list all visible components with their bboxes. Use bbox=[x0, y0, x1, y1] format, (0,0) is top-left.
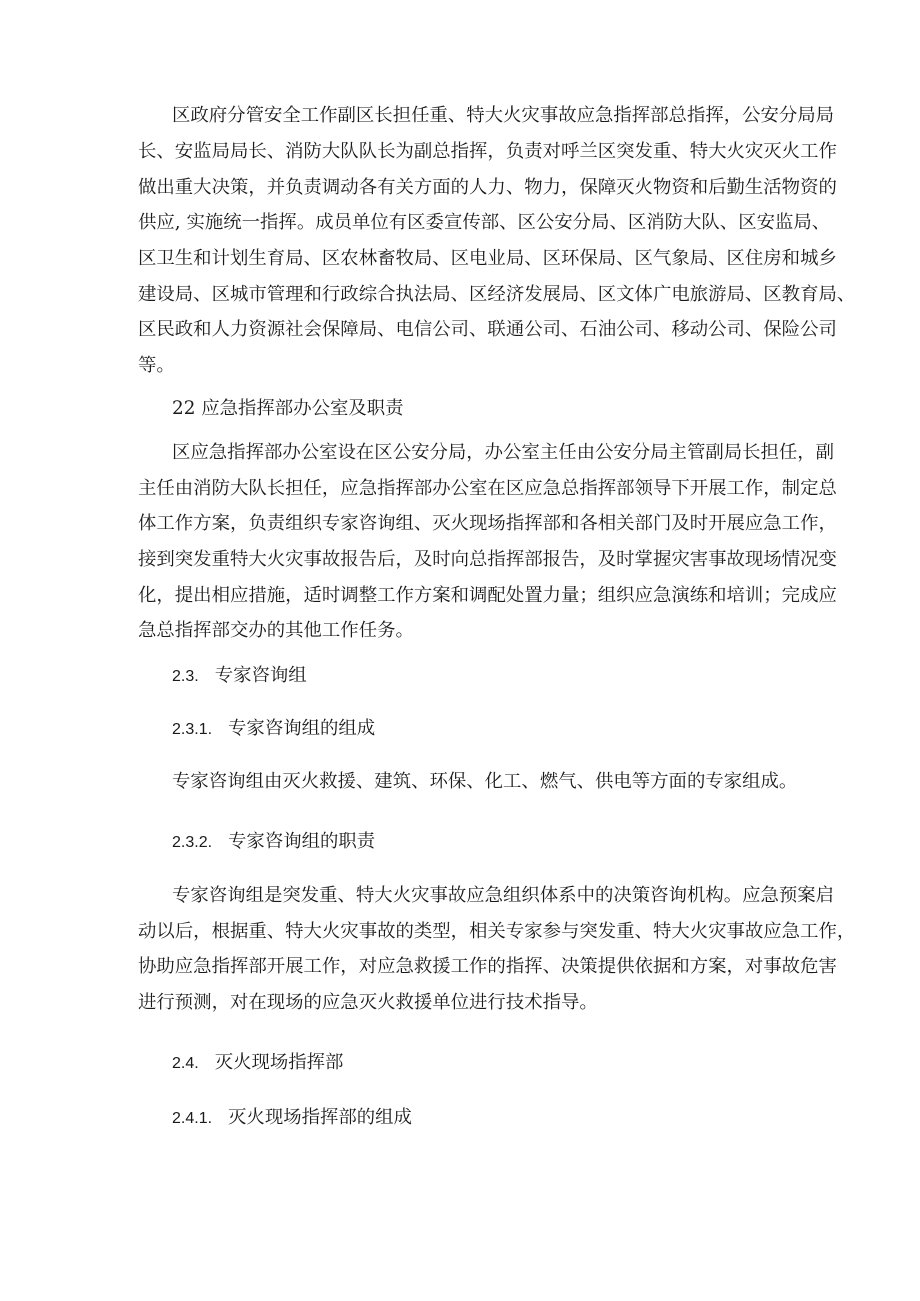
text-line: 长、安监局局长、消防大队队长为副总指挥，负责对呼兰区突发重、特大火灾灭火工作 bbox=[138, 141, 837, 162]
heading-number: 2.4.1. bbox=[172, 1110, 213, 1127]
text-line: 进行预测，对在现场的应急灭火救援单位进行技术指导。 bbox=[138, 992, 598, 1013]
text-line: 区政府分管安全工作副区长担任重、特大火灾事故应急指挥部总指挥，公安分局局 bbox=[172, 105, 835, 126]
heading-number: 2.4. bbox=[172, 1055, 199, 1072]
text-line: 区民政和人力资源社会保障局、电信公司、联通公司、石油公司、移动公司、保险公司 bbox=[138, 319, 837, 340]
text-line: 专家咨询组是突发重、特大火灾事故应急组织体系中的决策咨询机构。应急预案启 bbox=[172, 885, 835, 906]
heading-number: 2.3. bbox=[172, 668, 199, 685]
text-line: 化，提出相应措施，适时调整工作方案和调配处置力量；组织应急演练和培训；完成应 bbox=[138, 585, 837, 606]
text-line: 协助应急指挥部开展工作，对应急救援工作的指挥、决策提供依据和方案，对事故危害 bbox=[138, 956, 837, 977]
text-line: 接到突发重特大火灾事故报告后，及时向总指挥部报告，及时掌握灾害事故现场情况变 bbox=[138, 549, 837, 570]
heading-text: 灭火现场指挥部的组成 bbox=[228, 1107, 412, 1128]
text-line: 体工作方案，负责组织专家咨询组、灭火现场指挥部和各相关部门及时开展应急工作， bbox=[138, 513, 837, 534]
section-heading-2-4-1 bbox=[172, 1106, 412, 1130]
text-line: 做出重大决策，并负责调动各有关方面的人力、物力，保障灭火物资和后勤生活物资的 bbox=[138, 177, 837, 198]
text-line: 等。 bbox=[138, 355, 175, 376]
heading-text: 专家咨询组 bbox=[214, 665, 307, 686]
heading-number: 2.3.2. bbox=[172, 834, 213, 851]
text-line: 急总指挥部交办的其他工作任务。 bbox=[138, 620, 414, 641]
section-heading-2-4 bbox=[172, 1051, 343, 1075]
text-line: 区应急指挥部办公室设在区公安分局，办公室主任由公安分局主管副局长担任，副 bbox=[172, 442, 835, 463]
text-line: 建设局、区城市管理和行政综合执法局、区经济发展局、区文体广电旅游局、区教育局、 bbox=[138, 284, 856, 305]
heading-number: 2.3.1. bbox=[172, 721, 213, 738]
heading-text: 专家咨询组的职责 bbox=[228, 831, 376, 852]
heading-text: 22 应急指挥部办公室及职责 bbox=[172, 398, 404, 419]
section-heading-2-2 bbox=[172, 397, 404, 421]
heading-text: 专家咨询组的组成 bbox=[228, 718, 376, 739]
heading-text: 灭火现场指挥部 bbox=[214, 1052, 344, 1073]
section-heading-2-3 bbox=[172, 664, 307, 688]
text-line: 动以后，根据重、特大火灾事故的类型，相关专家参与突发重、特大火灾事故应急工作， bbox=[138, 921, 856, 942]
text-line: 供应, 实施统一指挥。成员单位有区委宣传部、区公安分局、区消防大队、区安监局、 bbox=[138, 212, 831, 233]
section-heading-2-3-2 bbox=[172, 830, 375, 854]
text-line: 主任由消防大队长担任，应急指挥部办公室在区应急总指挥部领导下开展工作，制定总 bbox=[138, 478, 837, 499]
text-line: 专家咨询组由灭火救援、建筑、环保、化工、燃气、供电等方面的专家组成。 bbox=[172, 771, 798, 792]
section-heading-2-3-1 bbox=[172, 717, 375, 741]
text-line: 区卫生和计划生育局、区农林畜牧局、区电业局、区环保局、区气象局、区住房和城乡 bbox=[138, 248, 837, 269]
